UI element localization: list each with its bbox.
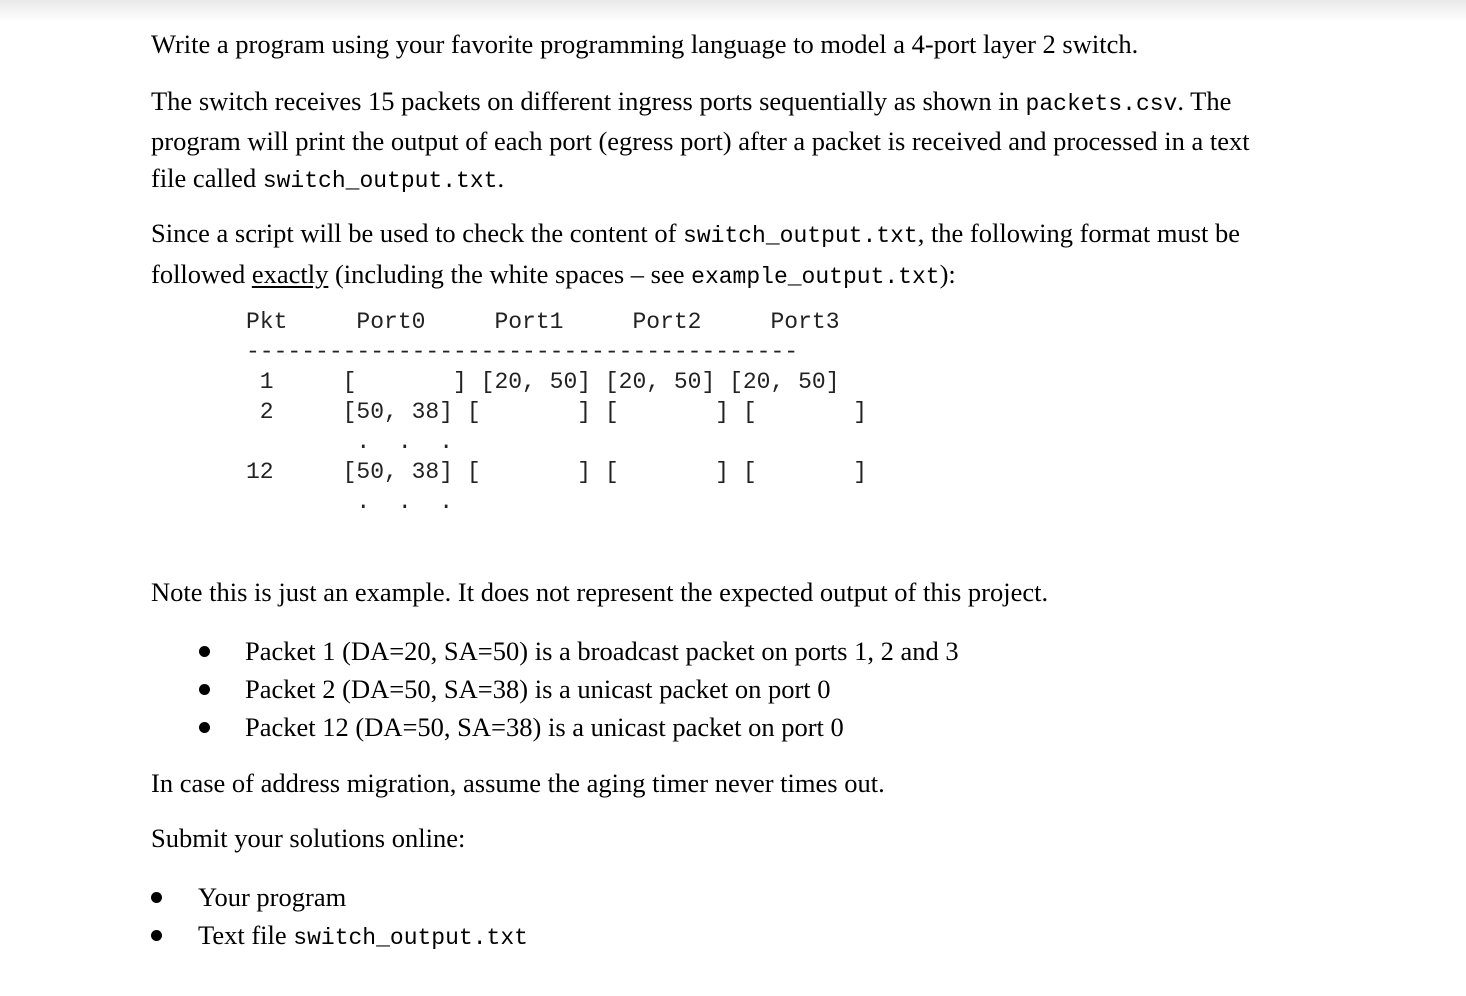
intro-paragraph: Write a program using your favorite programming language to model a 4-port layer 2 switch. (151, 29, 1139, 59)
ellipsis-row: . . . (246, 489, 454, 515)
emphasis-exactly: exactly (251, 259, 329, 289)
submit-list (198, 878, 528, 957)
text-fragment: file called (151, 163, 263, 193)
bullet-icon (199, 684, 210, 695)
filename-switch-output: switch_output.txt (262, 168, 498, 194)
switch-description-paragraph (151, 83, 1250, 200)
text-fragment: The switch receives 15 packets on different ingress ports sequentially as shown in (151, 86, 1026, 116)
migration-paragraph: In case of address migration, assume the aging timer never times out. (151, 768, 885, 798)
table-row: 2 [50, 38] [ ] [ ] [ ] (246, 399, 868, 425)
text-fragment: followed (151, 259, 252, 289)
text-fragment: , the following format must be (917, 218, 1241, 248)
example-output-table (246, 307, 867, 517)
text-fragment: program will print the output of each port (egress port) after a packet is received and processed in a text (151, 126, 1250, 156)
bullet-icon (151, 930, 162, 941)
list-item (245, 708, 959, 746)
bullet-icon (199, 722, 210, 733)
filename-switch-output: switch_output.txt (293, 925, 528, 951)
example-notes-list (245, 632, 959, 746)
table-header: Pkt Port0 Port1 Port2 Port3 (246, 309, 840, 335)
bullet-icon (199, 646, 210, 657)
table-row: 12 [50, 38] [ ] [ ] [ ] (246, 459, 868, 485)
text-fragment: . (497, 163, 505, 193)
list-item-text: Packet 1 (DA=20, SA=50) is a broadcast packet on ports 1, 2 and 3 (245, 636, 959, 666)
filename-packets-csv: packets.csv (1025, 91, 1178, 117)
list-item (245, 632, 959, 670)
note-paragraph: Note this is just an example. It does not represent the expected output of this project. (151, 577, 1049, 607)
list-item-text: Your program (198, 882, 347, 912)
text-fragment: Since a script will be used to check the content of (151, 218, 684, 248)
format-paragraph (151, 214, 1240, 296)
window-top-shadow (0, 0, 1466, 22)
text-fragment: (including the white spaces – see (328, 259, 692, 289)
filename-switch-output: switch_output.txt (683, 223, 918, 249)
filename-example-output: example_output.txt (691, 264, 940, 290)
list-item (198, 878, 528, 916)
list-item (245, 670, 959, 708)
table-rule: ---------------------------------------- (246, 339, 799, 365)
submit-heading: Submit your solutions online: (151, 823, 466, 853)
list-item (198, 916, 528, 957)
ellipsis-row: . . . (246, 429, 454, 455)
table-row: 1 [ ] [20, 50] [20, 50] [20, 50] (246, 369, 840, 395)
list-item-text: Packet 12 (DA=50, SA=38) is a unicast packet on port 0 (245, 712, 844, 742)
text-fragment: . The (1177, 86, 1232, 116)
list-item-text: Text file (198, 920, 294, 950)
bullet-icon (151, 892, 162, 903)
text-fragment: ): (939, 259, 956, 289)
list-item-text: Packet 2 (DA=50, SA=38) is a unicast packet on port 0 (245, 674, 831, 704)
